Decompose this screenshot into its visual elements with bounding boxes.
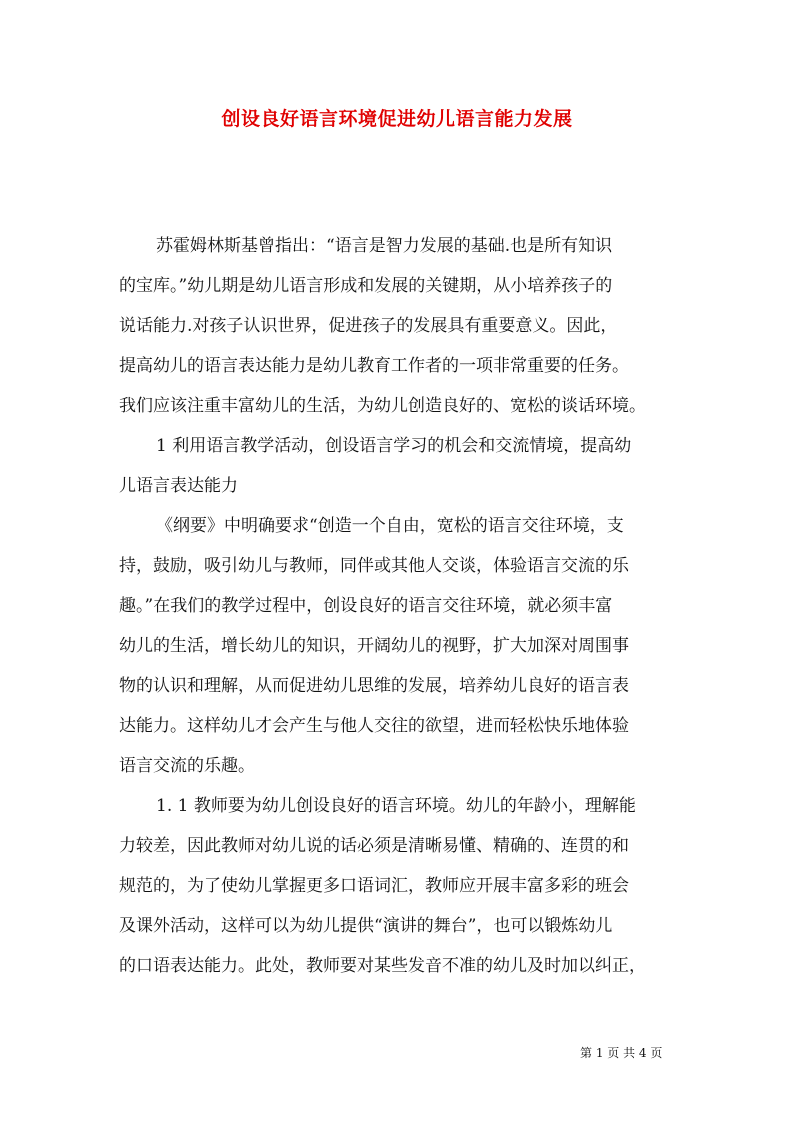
- paragraph-line: 1 利用语言教学活动，创设语言学习的机会和交流情境，提高幼: [156, 436, 632, 456]
- paragraph-line: 提高幼儿的语言表达能力是幼儿教育工作者的一项非常重要的任务。: [119, 356, 629, 376]
- paragraph-line: 幼儿的生活，增长幼儿的知识，开阔幼儿的视野，扩大加深对周围事: [119, 636, 629, 656]
- paragraph-line: 的宝库。”幼儿期是幼儿语言形成和发展的关键期，从小培养孩子的: [119, 276, 613, 296]
- paragraph-line: 我们应该注重丰富幼儿的生活，为幼儿创造良好的、宽松的谈话环境。: [119, 396, 646, 416]
- paragraph-line: 达能力。这样幼儿才会产生与他人交往的欲望，进而轻松快乐地体验: [119, 716, 629, 736]
- paragraph-line: 的口语表达能力。此处，教师要对某些发音不准的幼儿及时加以纠正，: [119, 956, 646, 976]
- paragraph-line: 物的认识和理解，从而促进幼儿思维的发展，培养幼儿良好的语言表: [119, 676, 629, 696]
- paragraph-line: 儿语言表达能力: [119, 476, 238, 496]
- page-footer: 第 1 页 共 4 页: [580, 1046, 663, 1060]
- paragraph-line: 及课外活动，这样可以为幼儿提供“演讲的舞台”，也可以锻炼幼儿: [119, 916, 613, 936]
- paragraph-line: 1. 1 教师要为幼儿创设良好的语言环境。幼儿的年龄小，理解能: [156, 796, 636, 816]
- paragraph-line: 规范的，为了使幼儿掌握更多口语词汇，教师应开展丰富多彩的班会: [119, 876, 629, 896]
- paragraph-line: 《纲要》中明确要求“创造一个自由，宽松的语言交往环境，支: [156, 516, 624, 536]
- document-title: 创设良好语言环境促进幼儿语言能力发展: [221, 108, 573, 130]
- paragraph-line: 苏霍姆林斯基曾指出：“语言是智力发展的基础.也是所有知识: [156, 236, 613, 256]
- paragraph-line: 力较差，因此教师对幼儿说的话必须是清晰易懂、精确的、连贯的和: [119, 836, 629, 856]
- paragraph-line: 说话能力.对孩子认识世界，促进孩子的发展具有重要意义。因此，: [119, 316, 618, 336]
- document-body: [119, 226, 689, 986]
- paragraph-line: 持，鼓励，吸引幼儿与教师，同伴或其他人交谈，体验语言交流的乐: [119, 556, 629, 576]
- paragraph-line: 语言交流的乐趣。: [119, 756, 255, 776]
- paragraph-line: 趣。”在我们的教学过程中，创设良好的语言交往环境，就必须丰富: [119, 596, 613, 616]
